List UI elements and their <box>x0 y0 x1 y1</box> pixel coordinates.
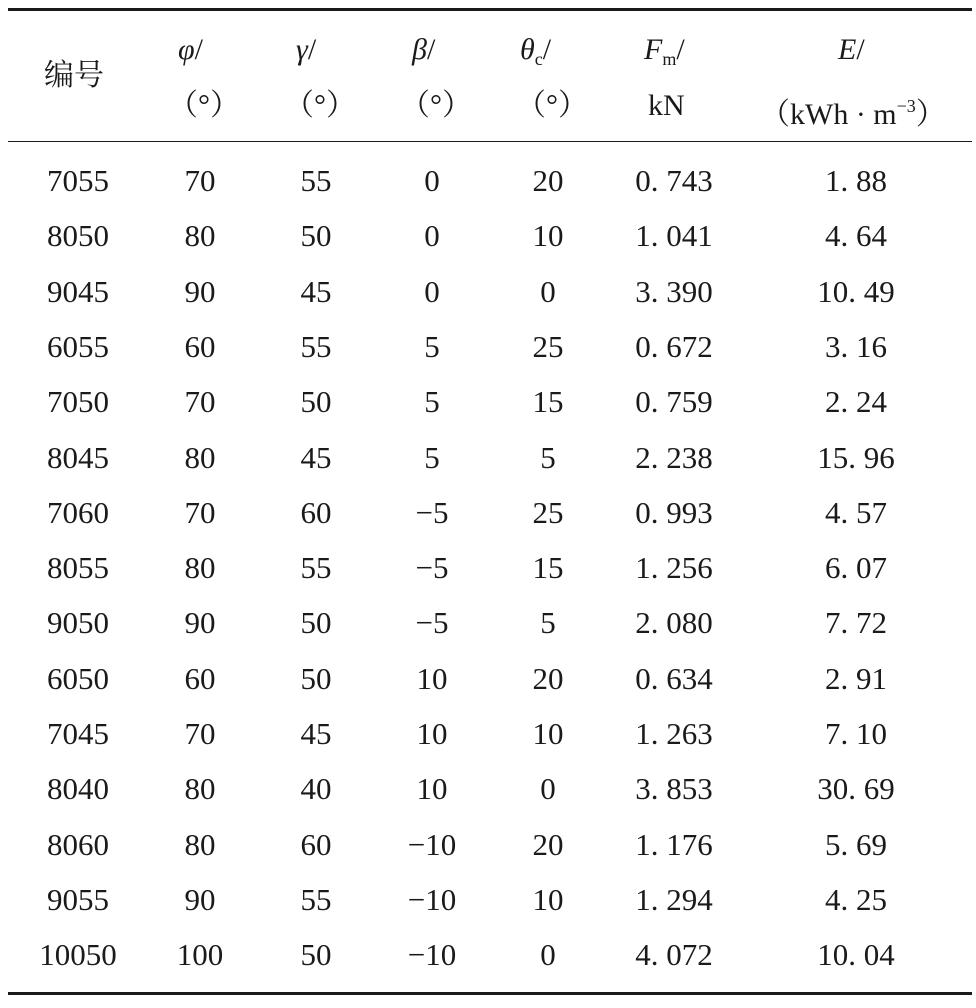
table-cell: 60 <box>184 660 216 696</box>
table-row <box>8 374 972 429</box>
table-cell: 6. 07 <box>825 550 887 586</box>
table-cell: 90 <box>184 881 216 917</box>
table-row <box>8 319 972 374</box>
table-cell: 80 <box>184 771 216 807</box>
table-cell: 0 <box>424 163 440 198</box>
table-cell: 50 <box>300 660 332 696</box>
table-row <box>8 430 972 485</box>
table-cell: 15 <box>532 550 564 586</box>
table-cell: 1. 176 <box>635 826 713 862</box>
table-cell: 3. 16 <box>825 328 887 364</box>
table-cell: 50 <box>300 384 332 420</box>
bottom-rule <box>8 992 972 995</box>
table-cell: 80 <box>184 550 216 586</box>
header-beta: β/ <box>412 33 436 66</box>
header-rule <box>8 141 972 142</box>
table-cell: 8050 <box>47 218 109 254</box>
table-cell: 15. 96 <box>817 439 895 475</box>
table-cell: 80 <box>184 826 216 862</box>
table-cell: −5 <box>415 550 449 586</box>
table-row <box>8 264 972 319</box>
table-cell: 20 <box>532 826 564 862</box>
table-cell: 10 <box>416 660 448 696</box>
header-phi-unit: （°） <box>168 89 240 122</box>
table-cell: 5 <box>540 605 556 641</box>
table-cell: 2. 91 <box>825 660 887 696</box>
table-cell: 45 <box>300 439 332 475</box>
header-phi: φ/ <box>178 33 203 66</box>
table-cell: 45 <box>300 716 332 751</box>
table-cell: 80 <box>184 218 216 254</box>
table-row <box>8 927 972 982</box>
table-cell: 60 <box>300 494 332 530</box>
table-row <box>8 540 972 595</box>
table-row <box>8 595 972 650</box>
table-cell: 0. 634 <box>635 660 713 696</box>
table-cell: 70 <box>184 716 216 751</box>
table-cell: 25 <box>532 328 564 364</box>
table-cell: 25 <box>532 494 564 530</box>
table-cell: 4. 57 <box>825 494 887 530</box>
table-cell: 55 <box>300 881 332 917</box>
table-cell: 10. 04 <box>817 937 895 973</box>
table-cell: 3. 853 <box>635 771 713 807</box>
table-cell: 9045 <box>47 273 109 309</box>
table-cell: 5 <box>424 384 440 420</box>
table-cell: 0 <box>540 937 556 973</box>
table-cell: 0 <box>424 273 440 309</box>
table-cell: 2. 080 <box>635 605 713 641</box>
table-row <box>8 153 972 208</box>
header-beta-unit: （°） <box>400 89 472 122</box>
table-cell: 6050 <box>47 660 109 696</box>
table-cell: 10. 49 <box>817 273 895 309</box>
table-cell: 80 <box>184 439 216 475</box>
table-cell: 20 <box>532 660 564 696</box>
table-cell: 0 <box>540 771 556 807</box>
header-e: E/ <box>838 33 865 66</box>
table-cell: −5 <box>415 605 449 641</box>
table-cell: 100 <box>176 937 224 973</box>
table-cell: 9055 <box>47 881 109 917</box>
table-cell: 0. 993 <box>635 494 713 530</box>
table-cell: 55 <box>300 328 332 364</box>
top-rule <box>8 8 972 11</box>
table-cell: −5 <box>415 494 449 530</box>
table-cell: 60 <box>184 328 216 364</box>
table-cell: 10050 <box>39 937 117 973</box>
table-cell: 55 <box>300 550 332 586</box>
table-cell: 7050 <box>47 384 109 420</box>
table-cell: 5 <box>424 439 440 475</box>
table-cell: 10 <box>532 881 564 917</box>
table-cell: 50 <box>300 218 332 254</box>
table-cell: 8045 <box>47 439 109 475</box>
table-cell: 50 <box>300 937 332 973</box>
table-cell: 50 <box>300 605 332 641</box>
table-row <box>8 485 972 540</box>
table-cell: 8040 <box>47 771 109 807</box>
table-cell: −10 <box>407 881 457 917</box>
table-row <box>8 761 972 816</box>
table-cell: 8055 <box>47 550 109 586</box>
table-cell: 7. 72 <box>825 605 887 641</box>
header-gamma-unit: （°） <box>284 89 356 122</box>
table-cell: 2. 238 <box>635 439 713 475</box>
table-cell: 0 <box>540 273 556 309</box>
header-e-unit: $(kWh \cdot m^{-3})$ <box>760 96 946 131</box>
table-cell: 90 <box>184 273 216 309</box>
table-cell: 5 <box>424 328 440 364</box>
table-cell: 4. 25 <box>825 881 887 917</box>
table-cell: 0. 759 <box>635 384 713 420</box>
table-cell: 10 <box>532 218 564 254</box>
table-cell: 70 <box>184 384 216 420</box>
table-cell: 70 <box>184 163 216 198</box>
table-cell: 10 <box>416 771 448 807</box>
table-cell: 9050 <box>47 605 109 641</box>
table-cell: 90 <box>184 605 216 641</box>
table-cell: 20 <box>532 163 564 198</box>
table-cell: 7. 10 <box>825 716 887 751</box>
table-cell: 7060 <box>47 494 109 530</box>
table-cell: 10 <box>532 716 564 751</box>
table-cell: 1. 88 <box>825 163 887 198</box>
table-cell: 7055 <box>47 163 109 198</box>
table-cell: 2. 24 <box>825 384 887 420</box>
table-cell: 0 <box>424 218 440 254</box>
table-row <box>8 706 972 761</box>
table-cell: 1. 256 <box>635 550 713 586</box>
table-cell: 1. 294 <box>635 881 713 917</box>
table-cell: 4. 072 <box>635 937 713 973</box>
table-cell: 55 <box>300 163 332 198</box>
table-cell: 3. 390 <box>635 273 713 309</box>
header-bianhao: 编号 <box>44 59 104 92</box>
table-cell: 7045 <box>47 716 109 751</box>
table-cell: 6055 <box>47 328 109 364</box>
table-cell: 30. 69 <box>817 771 895 807</box>
table-row <box>8 817 972 872</box>
header-theta-c-unit: （°） <box>516 89 588 122</box>
header-gamma: γ/ <box>296 33 317 66</box>
table-cell: 8060 <box>47 826 109 862</box>
table-cell: 0. 743 <box>635 163 713 198</box>
table-row <box>8 651 972 706</box>
table-row <box>8 208 972 263</box>
table-cell: 10 <box>416 716 448 751</box>
table-cell: −10 <box>407 826 457 862</box>
table-cell: 4. 64 <box>825 218 887 254</box>
header-theta-c: $\theta_c/$ <box>520 33 552 69</box>
header-fm: $F_m/$ <box>644 33 685 69</box>
table-cell: 5 <box>540 439 556 475</box>
table-cell: 60 <box>300 826 332 862</box>
table-cell: 5. 69 <box>825 826 887 862</box>
table-cell: 0. 672 <box>635 328 713 364</box>
table-cell: 45 <box>300 273 332 309</box>
table-cell: 40 <box>300 771 332 807</box>
table-cell: 70 <box>184 494 216 530</box>
header-fm-unit: kN <box>648 89 685 122</box>
table-cell: 1. 263 <box>635 716 713 751</box>
table-cell: −10 <box>407 937 457 973</box>
table-row <box>8 872 972 927</box>
table-cell: 1. 041 <box>635 218 713 254</box>
table-cell: 15 <box>532 384 564 420</box>
